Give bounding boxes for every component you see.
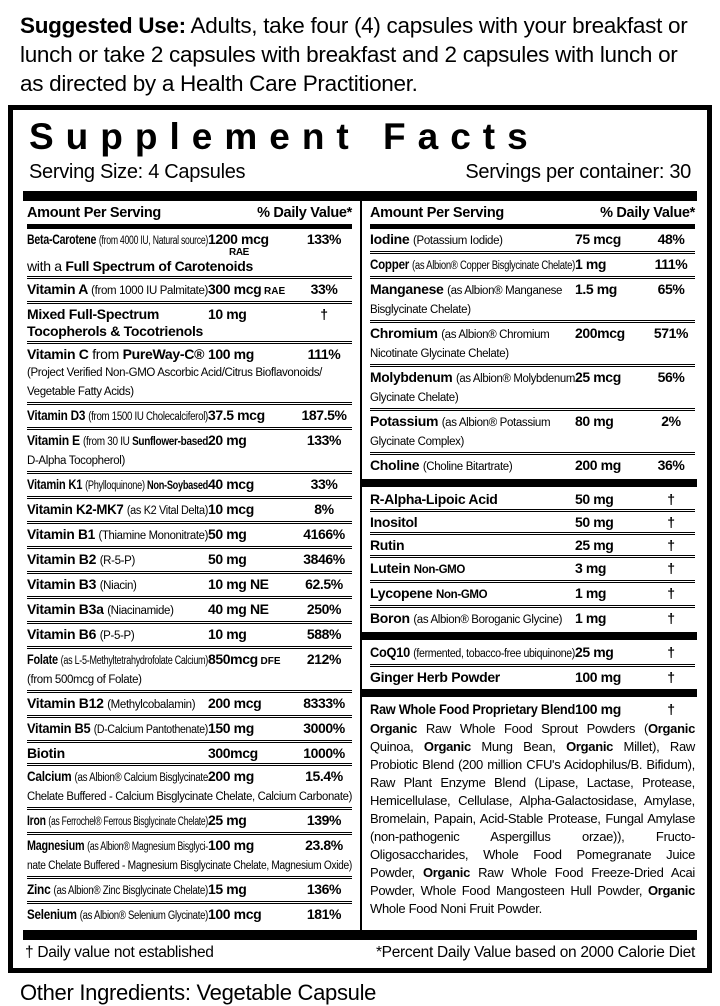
nutrient-name: Calcium (as Albion® Calcium Bisglycinate: [27, 768, 209, 784]
nutrient-name-detail: Tocopherols & Tocotrienols: [27, 323, 204, 339]
section-divider-bar: [362, 689, 697, 697]
nutrient-daily-value: †: [667, 669, 675, 685]
nutrient-name: Selenium (as Albion® Selenium Glycinate): [27, 906, 208, 922]
nutrient-amount: 50 mg: [208, 551, 247, 567]
nutrient-name: Vitamin B5 (D-Calcium Pantothenate): [27, 720, 208, 736]
nutrient-amount: 850mcg DFE: [208, 651, 281, 667]
nutrient-amount: 100 mg: [575, 669, 621, 685]
nutrient-name-detail: Glycinate Complex): [370, 436, 465, 448]
nutrient-name: Rutin: [370, 537, 405, 553]
nutrient-daily-value: 48%: [657, 231, 685, 247]
nutrient-daily-value: 111%: [654, 256, 688, 272]
table-row: [27, 740, 352, 763]
nutrient-amount: 10 mg: [208, 626, 247, 642]
nutrient-name: Raw Whole Food Proprietary Blend: [370, 701, 575, 717]
nutrient-name: Iodine (Potassium Iodide): [370, 231, 503, 247]
table-row: [27, 807, 352, 832]
nutrient-daily-value: 4166%: [303, 526, 345, 542]
table-row: [27, 832, 352, 876]
nutrient-name-detail: Glycinate Chelate): [370, 392, 459, 404]
nutrient-name: Mixed Full-Spectrum: [27, 306, 159, 322]
table-row: [370, 509, 695, 532]
nutrient-name-detail: (Project Verified Non-GMO Ascorbic Acid/Citrus Bioflavonoids/: [27, 367, 323, 379]
section-divider-bar: [362, 632, 697, 640]
table-row: [370, 555, 695, 580]
other-ingredients: Other Ingredients: Vegetable Capsule: [20, 980, 377, 1005]
facts-columns: [23, 201, 697, 930]
right-column-header: [370, 201, 695, 229]
nutrient-daily-value: †: [667, 644, 675, 660]
nutrient-daily-value: 8%: [314, 501, 334, 517]
nutrient-amount: 10 mg NE: [208, 576, 269, 592]
table-row: [370, 229, 695, 251]
table-row: [27, 715, 352, 740]
nutrient-daily-value: 139%: [306, 812, 342, 828]
nutrient-name: Choline (Choline Bitartrate): [370, 457, 513, 473]
nutrient-name-detail: Bisglycinate Chelate): [370, 304, 471, 316]
nutrient-amount: 10 mg: [208, 306, 247, 322]
nutrient-daily-value: 2%: [661, 413, 681, 429]
nutrient-daily-value: †: [320, 306, 328, 322]
nutrient-name: Vitamin B6 (P-5-P): [27, 626, 135, 642]
footnote-percent: *Percent Daily Value based on 2000 Calorie Diet: [375, 944, 695, 961]
nutrient-amount: 37.5 mcg: [208, 407, 265, 423]
nutrient-amount: 1 mg: [575, 256, 607, 272]
section-divider-bar: [362, 479, 697, 487]
table-row: [27, 471, 352, 496]
nutrient-amount: 100 mg: [208, 346, 254, 362]
suggested-use: [0, 0, 720, 105]
nutrient-daily-value: †: [667, 514, 675, 530]
nutrient-daily-value: 8333%: [303, 695, 345, 711]
amount-per-serving-header: Amount Per Serving: [27, 205, 161, 221]
table-row: [370, 452, 695, 477]
nutrient-name: Vitamin B2 (R-5-P): [27, 551, 135, 567]
nutrient-amount: 20 mg: [208, 432, 247, 448]
panel-title: Supplement Facts: [29, 116, 540, 157]
amount-per-serving-header: Amount Per Serving: [370, 205, 504, 221]
table-row: [27, 596, 352, 621]
nutrient-daily-value: 3000%: [303, 720, 345, 736]
nutrient-daily-value: 36%: [657, 457, 685, 473]
daily-value-header: % Daily Value*: [257, 205, 352, 221]
left-column-rows: [27, 229, 352, 926]
nutrient-amount: 300 mcg RAE: [208, 281, 286, 297]
table-row: [27, 402, 352, 427]
nutrient-amount: 100 mg: [575, 701, 621, 717]
nutrient-name: Iron (as Ferrochel® Ferrous Bisglycinate Chelate): [27, 812, 208, 828]
nutrient-amount: 200 mg: [208, 768, 254, 784]
nutrient-daily-value: 3846%: [303, 551, 345, 567]
table-row: [27, 621, 352, 646]
nutrient-name: Lycopene Non-GMO: [370, 585, 488, 601]
nutrient-daily-value: 33%: [310, 281, 338, 297]
table-row: [370, 642, 695, 664]
nutrient-name: Potassium (as Albion® Potassium: [370, 413, 551, 429]
nutrient-daily-value: 181%: [306, 906, 342, 922]
nutrient-name: Lutein Non-GMO: [370, 560, 466, 576]
nutrient-name-detail: Vegetable Fatty Acids): [27, 386, 134, 398]
nutrient-name: Vitamin E (from 30 IU Sunflower-based: [27, 432, 208, 448]
nutrient-amount: 200 mg: [575, 457, 621, 473]
daily-value-header: % Daily Value*: [600, 205, 695, 221]
nutrient-name: Vitamin D3 (from 1500 IU Cholecalciferol): [27, 407, 208, 423]
nutrient-amount: 1 mg: [575, 610, 607, 626]
suggested-use-text: Adults, take four (4) capsules with your breakfast or lunch or take 2 capsules with breakfast and 2 capsules with lunch or as directed by a Health Care Practitioner.: [20, 13, 688, 96]
table-row: [27, 341, 352, 402]
nutrient-amount: 15 mg: [208, 881, 247, 897]
table-row: [27, 646, 352, 690]
table-row: [370, 532, 695, 555]
nutrient-amount: 75 mcg: [575, 231, 621, 247]
nutrient-daily-value: 23.8%: [305, 837, 343, 853]
nutrient-name-detail: with a Full Spectrum of Carotenoids: [27, 258, 253, 274]
nutrient-name: Biotin: [27, 745, 65, 761]
nutrient-name-detail: Chelate Buffered - Calcium Bisglycinate Chelate, Calcium Carbonate): [27, 791, 352, 803]
nutrient-name: Vitamin C from PureWay-C®: [27, 346, 205, 362]
nutrient-amount: 200 mcg: [208, 695, 262, 711]
serving-size: Serving Size: 4 Capsules: [29, 161, 246, 183]
nutrient-name: Magnesium (as Albion® Magnesium Bisglyci-: [27, 837, 208, 853]
nutrient-name-detail: nate Chelate Buffered - Magnesium Bisglycinate Chelate, Magnesium Oxide): [27, 860, 352, 872]
nutrient-daily-value: 136%: [306, 881, 342, 897]
footnote-row: [23, 940, 697, 968]
blend-description: Organic Raw Whole Food Sprout Powders (Organic Quinoa, Organic Mung Bean, Organic Millet), Raw Probiotic Blend (200 million CFU's Acidophilus/B. Bifidum), Raw Plant Enzyme Blend (Lipase, Lactase, Protease, Hemicellulase, Cellulase, Alpha-Galactosidase, Amylase, Bromelain, Papain, Acid-Stable Protease, Fungal Amylase (non-pathogenic Aspergillus orzae)), Fructo-Oligosaccharides, Whole Food Pomegranate Juice Powder, Organic Raw Whole Food Freeze-Dried Acai Powder, Whole Food Mangosteen Hull Powder, Organic Whole Food Noni Fruit Powder.: [370, 721, 695, 916]
nutrient-daily-value: 133%: [306, 432, 342, 448]
nutrient-name: Vitamin B3a (Niacinamide): [27, 601, 174, 617]
nutrient-amount: 1.5 mg: [575, 281, 617, 297]
nutrient-name: Manganese (as Albion® Manganese: [370, 281, 563, 297]
section-divider-bar-top: [23, 191, 697, 201]
right-column-rows: [370, 229, 695, 921]
nutrient-daily-value: †: [667, 560, 675, 576]
nutrient-name: Vitamin B12 (Methylcobalamin): [27, 695, 196, 711]
nutrient-amount: 300mcg: [208, 745, 258, 761]
nutrient-name: Vitamin K1 (Phylloquinone) Non-Soybased: [27, 476, 208, 492]
table-row: [27, 229, 352, 276]
table-row: [370, 580, 695, 605]
nutrient-daily-value: †: [667, 537, 675, 553]
nutrient-daily-value: 571%: [653, 325, 689, 341]
nutrient-daily-value: 15.4%: [305, 768, 343, 784]
nutrient-daily-value: 212%: [306, 651, 342, 667]
nutrient-amount: 25 mg: [575, 537, 614, 553]
table-row: [370, 605, 695, 630]
table-row: [27, 546, 352, 571]
nutrient-name: Inositol: [370, 514, 418, 530]
table-row: [27, 901, 352, 926]
nutrient-amount: 40 mg NE: [208, 601, 269, 617]
nutrient-daily-value: †: [667, 585, 675, 601]
table-row: [370, 408, 695, 452]
nutrient-name: Folate (as L-5-Methyltetrahydrofolate Calcium): [27, 651, 209, 667]
nutrient-daily-value: 187.5%: [301, 407, 347, 423]
nutrient-name: CoQ10 (fermented, tobacco-free ubiquinone): [370, 644, 575, 660]
nutrient-amount: 25 mcg: [575, 369, 621, 385]
nutrient-daily-value: 588%: [306, 626, 342, 642]
table-row: [370, 699, 695, 719]
nutrient-amount: 100 mg: [208, 837, 254, 853]
nutrient-daily-value: †: [667, 491, 675, 507]
nutrient-amount: 40 mcg: [208, 476, 254, 492]
nutrient-name: Beta-Carotene (from 4000 IU, Natural source): [27, 231, 208, 247]
nutrient-name: Ginger Herb Powder: [370, 669, 500, 685]
nutrient-name-detail: Nicotinate Glycinate Chelate): [370, 348, 509, 360]
footnote-dagger: † Daily value not established: [25, 944, 214, 961]
serving-row: [23, 160, 697, 191]
left-column-header: [27, 201, 352, 229]
table-row: [370, 364, 695, 408]
supplement-facts-panel: [8, 105, 712, 973]
nutrient-daily-value: 250%: [306, 601, 342, 617]
left-column: [23, 201, 360, 930]
nutrient-daily-value: 56%: [657, 369, 685, 385]
table-row: [27, 571, 352, 596]
servings-per-container: Servings per container: 30: [465, 161, 691, 183]
table-row: [370, 489, 695, 509]
nutrient-amount: 50 mg: [575, 514, 614, 530]
table-row: [27, 763, 352, 807]
nutrient-name: Molybdenum (as Albion® Molybdenum: [370, 369, 575, 385]
nutrient-daily-value: †: [667, 701, 675, 717]
nutrient-daily-value: 65%: [657, 281, 685, 297]
nutrient-name-detail: D-Alpha Tocopherol): [27, 455, 125, 467]
table-row: [27, 876, 352, 901]
nutrient-amount: 150 mg: [208, 720, 254, 736]
nutrient-name: Vitamin K2-MK7 (as K2 Vital Delta): [27, 501, 208, 517]
nutrient-name-detail: (from 500mcg of Folate): [27, 674, 142, 686]
nutrient-daily-value: 1000%: [303, 745, 345, 761]
nutrient-amount: 80 mg: [575, 413, 614, 429]
nutrient-name: Copper (as Albion® Copper Bisglycinate Chelate): [370, 256, 575, 272]
table-row: [27, 521, 352, 546]
table-row: [27, 276, 352, 301]
nutrient-amount: 100 mcg: [208, 906, 262, 922]
table-row: [370, 664, 695, 687]
nutrient-amount: 25 mg: [575, 644, 614, 660]
section-divider-bar-bottom: [23, 930, 697, 940]
nutrient-name: Zinc (as Albion® Zinc Bisglycinate Chelate): [27, 881, 209, 897]
table-row: [27, 427, 352, 471]
nutrient-name: Chromium (as Albion® Chromium: [370, 325, 550, 341]
table-row: [27, 301, 352, 341]
nutrient-name: Vitamin A (from 1000 IU Palmitate): [27, 281, 208, 297]
nutrient-amount: 200mcg: [575, 325, 625, 341]
nutrient-amount: 10 mcg: [208, 501, 254, 517]
nutrient-daily-value: 133%: [306, 231, 342, 247]
table-row: [27, 496, 352, 521]
nutrient-name: Vitamin B1 (Thiamine Mononitrate): [27, 526, 208, 542]
nutrient-amount: 1200 mcg RAE: [208, 231, 269, 258]
nutrient-name: R-Alpha-Lipoic Acid: [370, 491, 498, 507]
nutrient-amount: 50 mg: [208, 526, 247, 542]
table-row: [370, 276, 695, 320]
table-row: [370, 251, 695, 276]
table-row: [370, 320, 695, 364]
nutrient-daily-value: †: [667, 610, 675, 626]
nutrient-daily-value: 111%: [307, 346, 341, 362]
nutrient-name: Vitamin B3 (Niacin): [27, 576, 137, 592]
nutrient-amount: 1 mg: [575, 585, 607, 601]
table-row: [27, 690, 352, 715]
nutrient-daily-value: 33%: [310, 476, 338, 492]
nutrient-name: Boron (as Albion® Boroganic Glycine): [370, 610, 563, 626]
nutrient-daily-value: 62.5%: [305, 576, 343, 592]
nutrient-amount: 3 mg: [575, 560, 607, 576]
nutrient-amount: 50 mg: [575, 491, 614, 507]
suggested-use-label: Suggested Use:: [20, 13, 186, 38]
nutrient-amount: 25 mg: [208, 812, 247, 828]
right-column: [360, 201, 697, 930]
